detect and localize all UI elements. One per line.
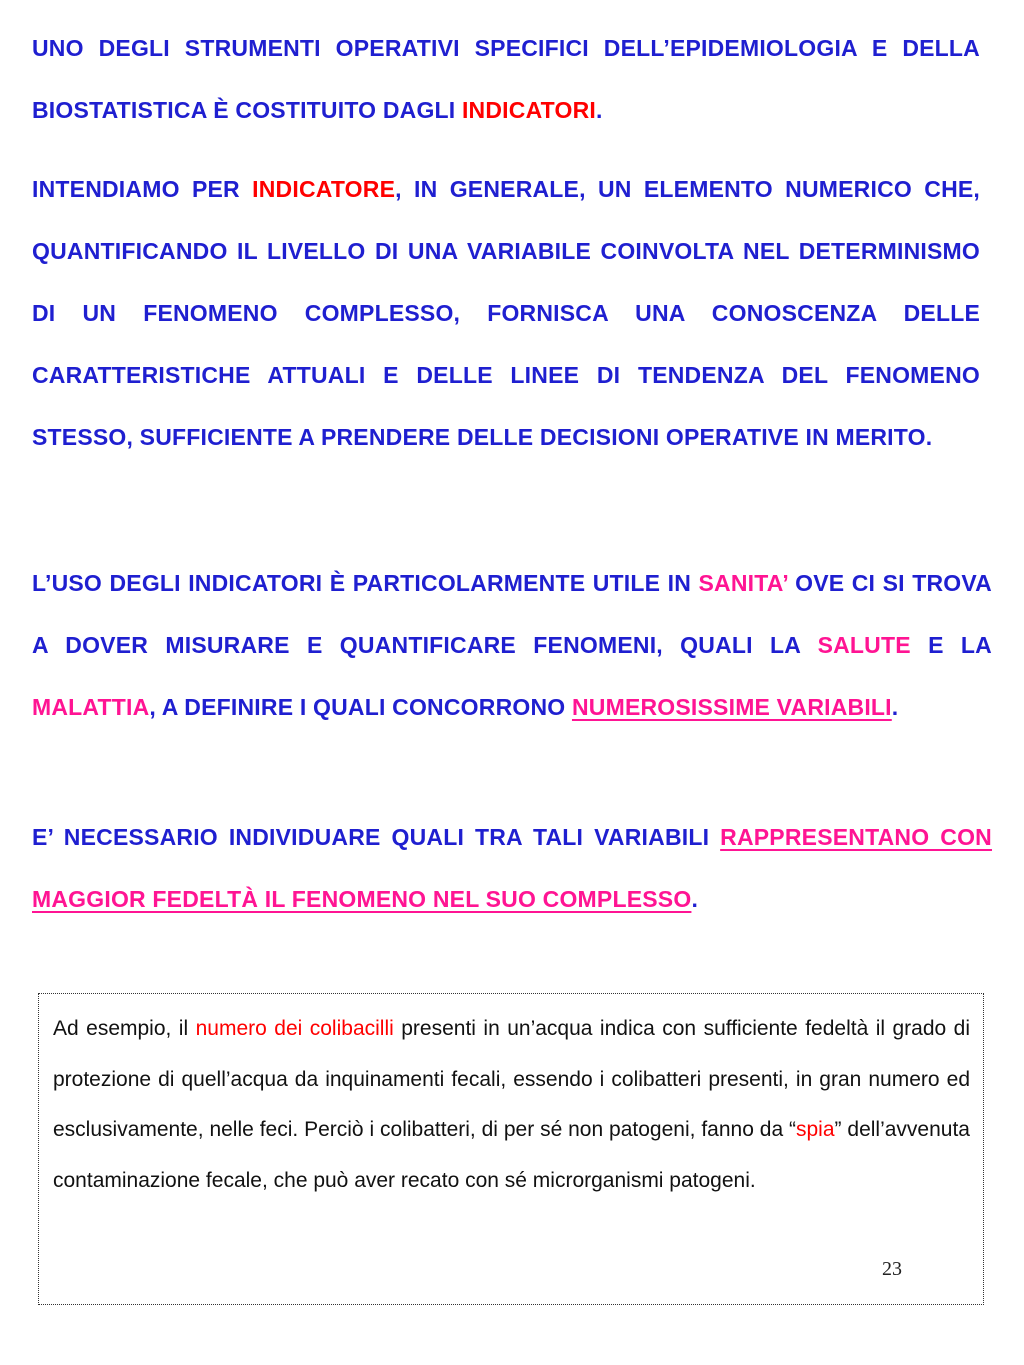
paragraph-text: , A DEFINIRE I QUALI CONCORRONO [149,694,572,720]
paragraph-text: OVE CI SI TROVA A DOVER MISURARE E QUANTIFICARE FENOMENI, QUALI LA [32,570,992,658]
highlight-salute: SALUTE [817,632,911,658]
example-text-part: ” dell’avvenuta contaminazione fecale, che può aver recato con sé microrganismi patogeni. [53,1118,970,1192]
highlight-malattia: MALATTIA [32,694,150,720]
highlight-indicatore: INDICATORE [252,176,396,202]
paragraph-health-usage [32,552,992,738]
paragraph-variable-selection [32,806,992,930]
example-text-part: presenti in un’acqua indica con sufficiente fedeltà il grado di protezione di quell’acqua da inquinamenti fecali, essendo i colibatteri presenti, in gran numero ed esclusivamente, nelle feci. Perciò i colibatteri, di per sé non patogeni, fanno da “ [53,1017,971,1141]
highlight-indicatori: INDICATORI [461,97,597,123]
paragraph-text: E LA [910,632,992,658]
paragraph-text: . [891,694,899,720]
paragraph-text: E’ NECESSARIO INDIVIDUARE QUALI TRA TALI VARIABILI [32,824,721,850]
page-number: 23 [882,1258,902,1280]
example-text [53,1004,970,1206]
paragraph-text: . [596,97,603,123]
highlight-numerosissime-variabili: NUMEROSISSIME VARIABILI [571,694,892,720]
paragraph-text: . [691,886,699,912]
highlight-numero-colibacilli: numero dei colibacilli [195,1017,394,1040]
highlight-spia: spia [796,1118,835,1141]
example-text-part: Ad esempio, il [53,1017,196,1040]
example-box [38,993,984,1305]
paragraph-indicator-definition [32,158,980,468]
paragraph-text: , IN GENERALE, UN ELEMENTO NUMERICO CHE, QUANTIFICANDO IL LIVELLO DI UNA VARIABILE COINVOLTA NEL DETERMINISMO DI UN FENOMENO COMPLESSO, FORNISCA UNA CONOSCENZA DELLE CARATTERISTICHE ATTUALI E DELLE LINEE DI TENDENZA DEL FENOMENO STESSO, SUFFICIENTE A PRENDERE DELLE DECISIONI OPERATIVE IN MERITO. [32,176,981,450]
paragraph-text: UNO DEGLI STRUMENTI OPERATIVI SPECIFICI DELL’EPIDEMIOLOGIA E DELLA BIOSTATISTICA È COSTITUITO DAGLI [32,35,980,123]
paragraph-text: L’USO DEGLI INDICATORI È PARTICOLARMENTE UTILE IN [32,570,699,596]
highlight-rappresentano: RAPPRESENTANO CON MAGGIOR FEDELTÀ IL FENOMENO NEL SUO COMPLESSO [32,824,992,912]
paragraph-text: INTENDIAMO PER [32,176,253,202]
highlight-sanita: SANITA’ [698,570,788,596]
paragraph-indicators-intro [32,17,980,141]
